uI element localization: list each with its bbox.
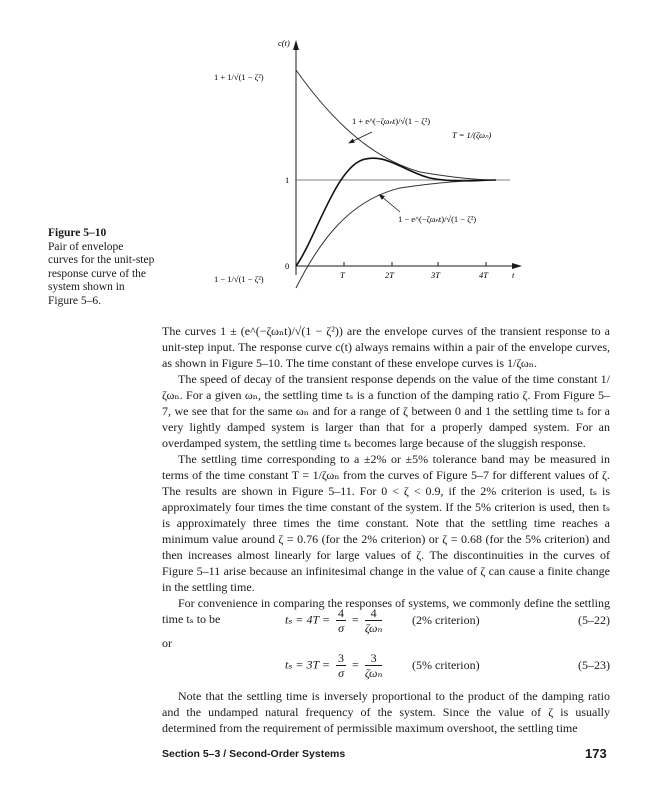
page-number: 173 bbox=[585, 746, 607, 761]
time-constant-label bbox=[452, 130, 491, 140]
svg-text:T = 1/(ζωₙ): T = 1/(ζωₙ) bbox=[452, 130, 492, 140]
svg-text:1 + e^(−ζωₙt)/√(1 − ζ²): 1 + e^(−ζωₙt)/√(1 − ζ²) bbox=[352, 116, 431, 126]
paragraph-5: Note that the settling time is inversely proportional to the product of the damping ratio and the undamped natural frequency of the system. Since the value of ζ is usually determined from the requirement of permissible maximum overshoot, the settling time bbox=[162, 689, 610, 735]
caption-title: Figure 5–10 bbox=[48, 227, 107, 239]
paragraph-1: The curves 1 ± (e^(−ζωₙt)/√(1 − ζ²)) are the envelope curves of the transient response to a unit-step input. The response curve c(t) always remains within a pair of the envelope curves, as shown in Figure 5–10. The time constant of these envelope curves is 1/ζωₙ. bbox=[162, 324, 610, 370]
x-axis-label: t bbox=[512, 270, 515, 280]
x-tick-3T: 3T bbox=[431, 270, 440, 280]
step-response-curve bbox=[296, 158, 496, 266]
x-tick-2T: 2T bbox=[385, 270, 394, 280]
equation-5-23-label: (5% criterion) bbox=[412, 658, 480, 672]
lower-envelope-label bbox=[398, 214, 476, 224]
paragraph-4: For convenience in comparing the responses of systems, we commonly define the settling time tₛ to be bbox=[162, 596, 610, 626]
y-axis-label: c(t) bbox=[278, 38, 290, 48]
equation-5-23-number: (5–23) bbox=[578, 658, 610, 672]
svg-text:1 − 1/√(1 − ζ²): 1 − 1/√(1 − ζ²) bbox=[214, 274, 264, 284]
y-tick-zero: 0 bbox=[285, 261, 290, 271]
y-tick-lower bbox=[214, 274, 264, 284]
y-tick-one: 1 bbox=[285, 175, 290, 185]
y-tick-upper bbox=[214, 72, 264, 82]
svg-text:1 − e^(−ζωₙt)/√(1 − ζ²): 1 − e^(−ζωₙt)/√(1 − ζ²) bbox=[398, 214, 477, 224]
caption-body: Pair of envelope curves for the unit-step response curve of the system shown in Figure 5–6. bbox=[48, 240, 155, 307]
x-tick-4T: 4T bbox=[479, 270, 488, 280]
upper-envelope-label bbox=[352, 116, 430, 126]
equation-5-22-number: (5–22) bbox=[578, 613, 610, 627]
figure-caption bbox=[48, 227, 156, 308]
footer-section: Section 5–3 / Second-Order Systems bbox=[162, 748, 346, 760]
lower-envelope-curve bbox=[296, 180, 496, 288]
closing-paragraph bbox=[162, 688, 610, 736]
equation-5-22: tₛ = 4T = $\frac{4}{\sigma}$ = $\frac{4}{\text{ζωₙ}}$ bbox=[285, 606, 383, 635]
paragraph-2: The speed of decay of the transient response depends on the value of the time constant 1/ζωₙ. For a given ωₙ, the settling time tₛ is a function of the damping ratio ζ. From Figure 5–7, we see that for the same ωₙ and for a range of ζ between 0 and 1 the settling time tₛ for a very lightly damped system is larger than that for a properly damped system. For an overdamped system, the settling time tₛ becomes large because of the sluggish response. bbox=[162, 372, 610, 450]
equation-5-22-label: (2% criterion) bbox=[412, 613, 480, 627]
equation-5-23: tₛ = 3T = $\frac{3}{\sigma}$ = $\frac{3}{\text{ζωₙ}}$ bbox=[285, 651, 383, 680]
or-text: or bbox=[162, 636, 172, 650]
x-tick-T: T bbox=[340, 270, 345, 280]
paragraph-3: The settling time corresponding to a ±2% or ±5% tolerance band may be measured in terms of the time constant T = 1/ζωₙ from the curves of Figure 5–7 for different values of ζ. The results are shown in Figure 5–11. For 0 < ζ < 0.9, if the 2% criterion is used, tₛ is approximately four times the time constant of the system. If the 5% criterion is used, then tₛ is approximately three times the time constant. Note that the settling time reaches a minimum value around ζ = 0.76 (for the 2% criterion) or ζ = 0.68 (for the 5% criterion) and then increases almost linearly for large values of ζ. The discontinuities in the curves of Figure 5–11 arise because an infinitesimal change in the value of ζ can cause a finite change in the settling time. bbox=[162, 452, 610, 594]
svg-text:1 + 1/√(1 − ζ²): 1 + 1/√(1 − ζ²) bbox=[214, 72, 264, 82]
body-text bbox=[162, 323, 610, 627]
